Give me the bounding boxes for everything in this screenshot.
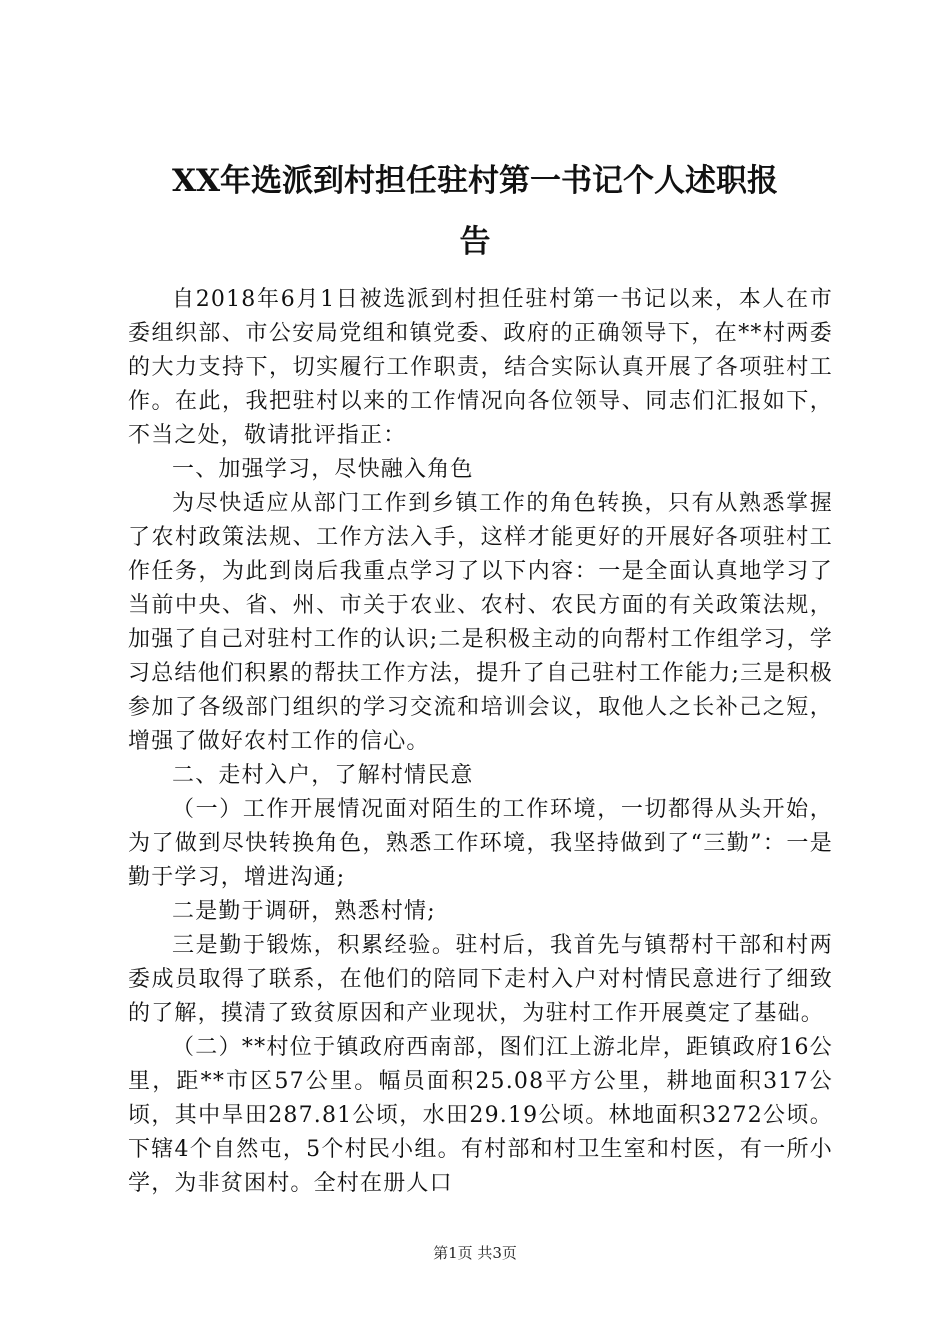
page-footer: 第1页 共3页 — [433, 1244, 517, 1262]
paragraph-intro: 自2018年6月1日被选派到村担任驻村第一书记以来，本人在市委组织部、市公安局党组和镇党委、政府的正确领导下，在**村两委的大力支持下，切实履行工作职责，结合实际认真开展了各项驻村工作。在此，我把驻村以来的工作情况向各位领导、同志们汇报如下，不当之处，敬请批评指正： — [128, 287, 833, 448]
paragraph-work-1: （一）工作开展情况面对陌生的工作环境，一切都得从头开始，为了做到尽快转换角色，熟悉工作环境，我坚持做到了“三勤”：一是勤于学习，增进沟通; — [128, 797, 833, 890]
document-body — [128, 283, 833, 1201]
paragraph-work-3: 三是勤于锻炼，积累经验。驻村后，我首先与镇帮村干部和村两委成员取得了联系，在他们的陪同下走村入户对村情民意进行了细致的了解，摸清了致贫原因和产业现状，为驻村工作开展奠定了基础。 — [128, 933, 833, 1026]
document-title-line-2: 告 — [459, 224, 491, 260]
paragraph-work-2: 二是勤于调研，熟悉村情; — [172, 899, 436, 924]
paragraph-village-info: （二）**村位于镇政府西南部，图们江上游北岸，距镇政府16公里，距**市区57公里。幅员面积25.08平方公里，耕地面积317公顷，其中旱田287.81公顷，水田29.19公顷。林地面积3272公顷。下辖4个自然屯，5个村民小组。有村部和村卫生室和村医，有一所小学，为非贫困村。全村在册人口 — [128, 1035, 833, 1196]
document-title-line-1: XX年选派到村担任驻村第一书记个人述职报 — [171, 163, 779, 199]
paragraph-study: 为尽快适应从部门工作到乡镇工作的角色转换，只有从熟悉掌握了农村政策法规、工作方法入手，这样才能更好的开展好各项驻村工作任务，为此到岗后我重点学习了以下内容：一是全面认真地学习了当前中央、省、州、市关于农业、农村、农民方面的有关政策法规，加强了自己对驻村工作的认识;二是积极主动的向帮村工作组学习，学习总结他们积累的帮扶工作方法，提升了自己驻村工作能力;三是积极参加了各级部门组织的学习交流和培训会议，取他人之长补己之短，增强了做好农村工作的信心。 — [128, 491, 833, 754]
section-heading-2: 二、走村入户，了解村情民意 — [172, 763, 474, 788]
section-heading-1: 一、加强学习，尽快融入角色 — [172, 457, 474, 482]
